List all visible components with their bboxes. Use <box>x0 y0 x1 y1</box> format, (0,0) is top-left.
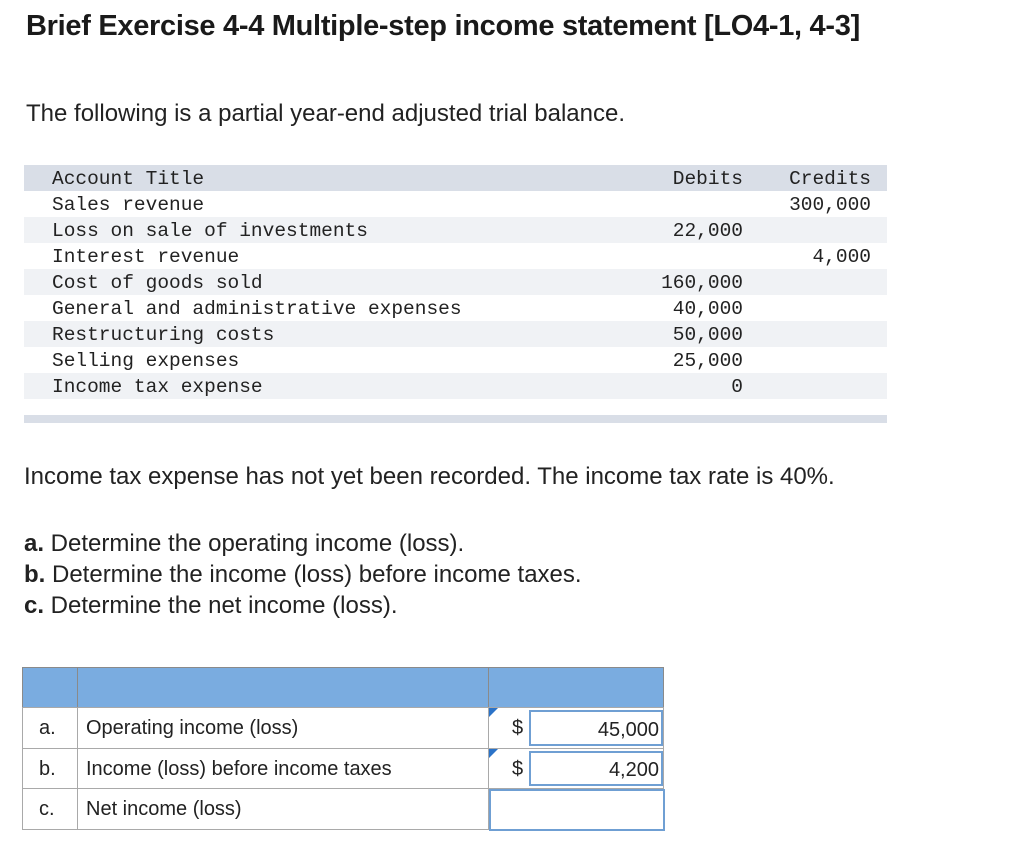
debit-value: 40,000 <box>672 298 743 320</box>
row-letter-cell <box>22 707 78 749</box>
trial-balance-footer-bar <box>24 415 887 423</box>
row-label-cell <box>77 707 489 749</box>
net-income-label: Net income (loss) <box>86 798 242 820</box>
currency-symbol: $ <box>512 717 524 739</box>
requirement-a <box>24 530 464 558</box>
answer-table <box>22 667 664 830</box>
row-label-cell <box>77 748 489 789</box>
table-row <box>24 373 887 399</box>
amount-cell <box>488 748 664 789</box>
row-letter: a. <box>39 717 56 739</box>
income-before-taxes-label: Income (loss) before income taxes <box>86 758 392 780</box>
requirement-text: Determine the income (loss) before income taxes. <box>45 561 582 588</box>
requirement-letter: a. <box>24 530 45 557</box>
table-row <box>24 347 887 373</box>
row-letter: b. <box>39 758 56 780</box>
net-income-input[interactable] <box>489 789 665 831</box>
credits-header: Credits <box>789 168 871 190</box>
account-name: General and administrative expenses <box>52 298 462 320</box>
intro-text: The following is a partial year-end adjusted trial balance. <box>26 100 626 127</box>
row-label-cell <box>77 788 489 830</box>
table-row <box>24 321 887 347</box>
answer-header-cell <box>22 667 78 708</box>
account-name: Sales revenue <box>52 194 205 216</box>
debit-value: 25,000 <box>672 350 743 372</box>
debit-value: 160,000 <box>661 272 743 294</box>
debit-value: 22,000 <box>672 220 743 242</box>
trial-balance-header-row <box>24 165 887 191</box>
table-row <box>24 191 887 217</box>
requirement-text: Determine the operating income (loss). <box>44 530 465 557</box>
table-row <box>24 243 887 269</box>
operating-income-input[interactable] <box>529 710 663 746</box>
table-row <box>24 295 887 321</box>
debits-header: Debits <box>672 168 743 190</box>
requirement-letter: b. <box>24 561 46 588</box>
requirement-text: Determine the net income (loss). <box>44 592 398 619</box>
account-name: Income tax expense <box>52 376 263 398</box>
debit-value: 0 <box>731 376 743 398</box>
account-name: Interest revenue <box>52 246 240 268</box>
requirement-letter: c. <box>24 592 45 619</box>
page-title: Brief Exercise 4-4 Multiple-step income statement [LO4-1, 4-3] <box>26 10 860 42</box>
tax-note: Income tax expense has not yet been recorded. The income tax rate is 40%. <box>24 463 835 490</box>
row-letter-cell <box>22 748 78 789</box>
debit-value: 50,000 <box>672 324 743 346</box>
table-row <box>24 217 887 243</box>
flag-marker-icon <box>489 708 498 717</box>
requirement-c <box>24 592 398 620</box>
operating-income-label: Operating income (loss) <box>86 717 299 739</box>
answer-header-cell <box>77 667 489 708</box>
account-name: Loss on sale of investments <box>52 220 368 242</box>
account-name: Restructuring costs <box>52 324 275 346</box>
account-title-header: Account Title <box>52 168 205 190</box>
table-row <box>24 269 887 295</box>
amount-cell <box>488 788 664 830</box>
credit-value: 4,000 <box>812 246 871 268</box>
requirement-b <box>24 561 582 589</box>
trial-balance-table <box>24 165 887 423</box>
answer-header-cell <box>488 667 664 708</box>
operating-income-value: 45,000 <box>597 719 659 741</box>
currency-symbol: $ <box>512 758 524 780</box>
row-letter-cell <box>22 788 78 830</box>
account-name: Selling expenses <box>52 350 240 372</box>
income-before-taxes-value: 4,200 <box>608 759 659 781</box>
flag-marker-icon <box>489 749 498 758</box>
row-letter: c. <box>39 798 55 820</box>
amount-cell <box>488 707 664 749</box>
income-before-taxes-input[interactable] <box>529 751 663 786</box>
credit-value: 300,000 <box>789 194 871 216</box>
account-name: Cost of goods sold <box>52 272 263 294</box>
